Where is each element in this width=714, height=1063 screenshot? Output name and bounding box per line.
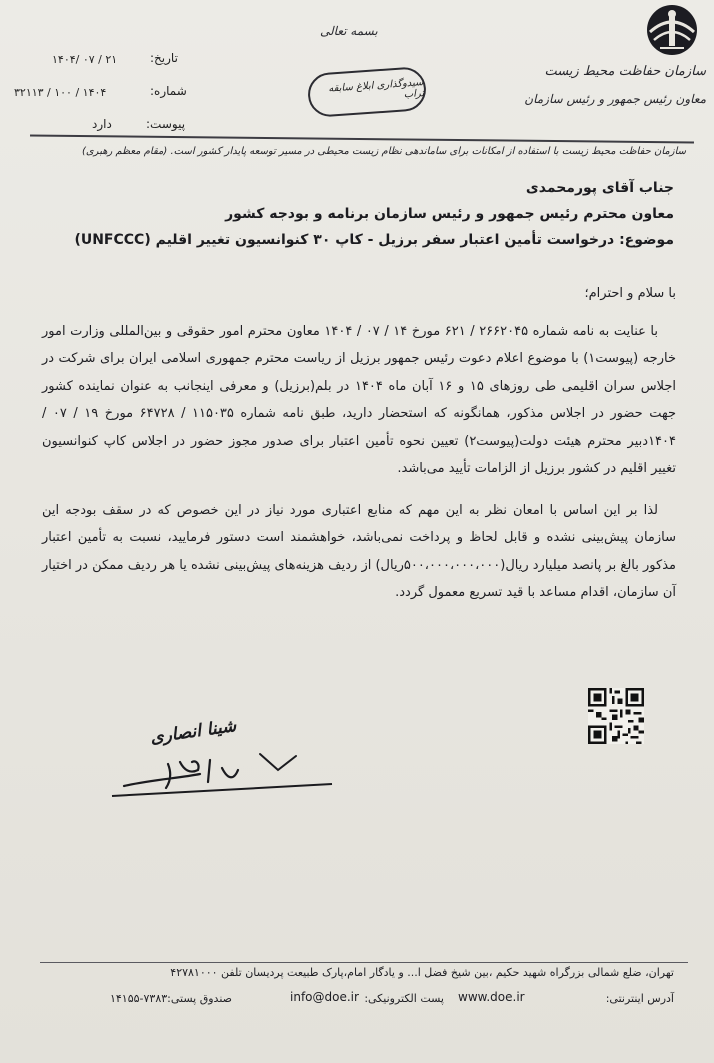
footer-postal-box: صندوق پستی:۷۳۸۳-۱۴۱۵۵ bbox=[109, 992, 232, 1005]
signature-mark-icon bbox=[110, 740, 340, 800]
doe-logo-icon bbox=[640, 2, 704, 62]
basmala: بسمه تعالی bbox=[320, 24, 378, 38]
number-label: شماره: bbox=[150, 84, 187, 98]
addressee-title: معاون محترم رئیس جمهور و رئیس سازمان برنامه و بودجه کشور bbox=[225, 206, 674, 222]
footer-website-label: آدرس اینترنتی: bbox=[605, 992, 674, 1005]
stamp-text: سیدوگذاری ابلاغ سابقه تراب bbox=[327, 77, 425, 101]
qr-code-icon bbox=[588, 688, 644, 744]
footer-address: تهران، ضلع شمالی بزرگراه شهید حکیم ،بین شیخ فضل ا... و یادگار امام،پارک طبیعت پردیسان تلفن ۴۲۷۸۱۰۰۰ bbox=[170, 966, 674, 979]
registry-stamp bbox=[307, 66, 428, 118]
slogan: سازمان حفاظت محیط زیست با استفاده از امکانات برای ساماندهی نظام زیست محیطی در مسیر توسعه پایدار کشور است. (مقام معظم رهبری) bbox=[81, 146, 686, 157]
paragraph-1: با عنایت به نامه شماره ۲۶۶۲۰۴۵ / ۶۲۱ مورخ ۱۴ / ۰۷ / ۱۴۰۴ معاون محترم امور حقوقی و بین‌المللی وزارت امور خارجه (پیوست۱) با موضوع اعلام دعوت رئیس جمهور برزیل از ریاست محترم جمهوری اسلامی ایران برای شرکت در اجلاس سران اقلیمی طی روزهای ۱۵ و ۱۶ آبان ماه ۱۴۰۴ در بلم(برزیل) و معرفی اینجانب به عنوان نماینده کشور جهت حضور در اجلاس مذکور، همانگونه که استحضار دارید، طبق نامه شماره ۱۱۵۰۳۵ / ۶۴۷۲۸ مورخ ۱۹ / ۰۷ / ۱۴۰۴دبیر محترم هیئت دولت(پیوست۲) تعیین نحوه تأمین اعتبار برای صدور مجوز حضور در اجلاس کاپ کنوانسیون تغییر اقلیم در کشور برزیل از الزامات تأیید می‌باشد. bbox=[42, 323, 677, 476]
number-value: ۳۲۱۱۳ / ۱۰۰ / ۱۴۰۴ bbox=[14, 86, 107, 99]
addressee: جناب آقای پورمحمدی bbox=[525, 180, 674, 196]
footer-email-label: پست الکترونیکی: bbox=[364, 992, 444, 1005]
org-subtitle: معاون رئیس جمهور و رئیس سازمان bbox=[524, 92, 706, 106]
paragraph-2: لذا بر این اساس با امعان نظر به این مهم که منابع اعتباری مورد نیاز در این خصوص که در سقف بودجه این سازمان پیش‌بینی نشده و قابل لحاظ و پرداخت نمی‌باشد، خواهشمند است دستور فرمایید، نسبت به تأمین اعتبار مذکور بالغ بر پانصد میلیارد ریال(۵۰۰،۰۰۰،۰۰۰،۰۰۰ریال) از ردیف هزینه‌های پیش‌بینی نشده یا هر ردیف ممکن در اختیار آن سازمان، اقدام مساعد با قید تسریع معمول گردد. bbox=[42, 502, 676, 600]
subject: موضوع: درخواست تأمین اعتبار سفر برزیل - کاپ ۳۰ کنوانسیون تغییر اقلیم (UNFCCC) bbox=[74, 232, 674, 248]
footer-website: www.doe.ir bbox=[458, 990, 525, 1004]
footer-email: info@doe.ir bbox=[290, 990, 359, 1004]
footer-rule bbox=[40, 962, 688, 963]
attachment-value: دارد bbox=[92, 117, 112, 131]
date-value: ۱۴۰۴/ ۰۷ / ۲۱ bbox=[52, 53, 118, 66]
signature-name: شینا انصاری bbox=[149, 716, 238, 748]
attachment-label: پیوست: bbox=[146, 117, 186, 131]
date-label: تاریخ: bbox=[150, 51, 178, 65]
letter-body bbox=[42, 280, 676, 621]
greeting: با سلام و احترام؛ bbox=[584, 286, 676, 301]
org-name: سازمان حفاظت محیط زیست bbox=[544, 64, 706, 79]
header-rule bbox=[30, 135, 694, 144]
